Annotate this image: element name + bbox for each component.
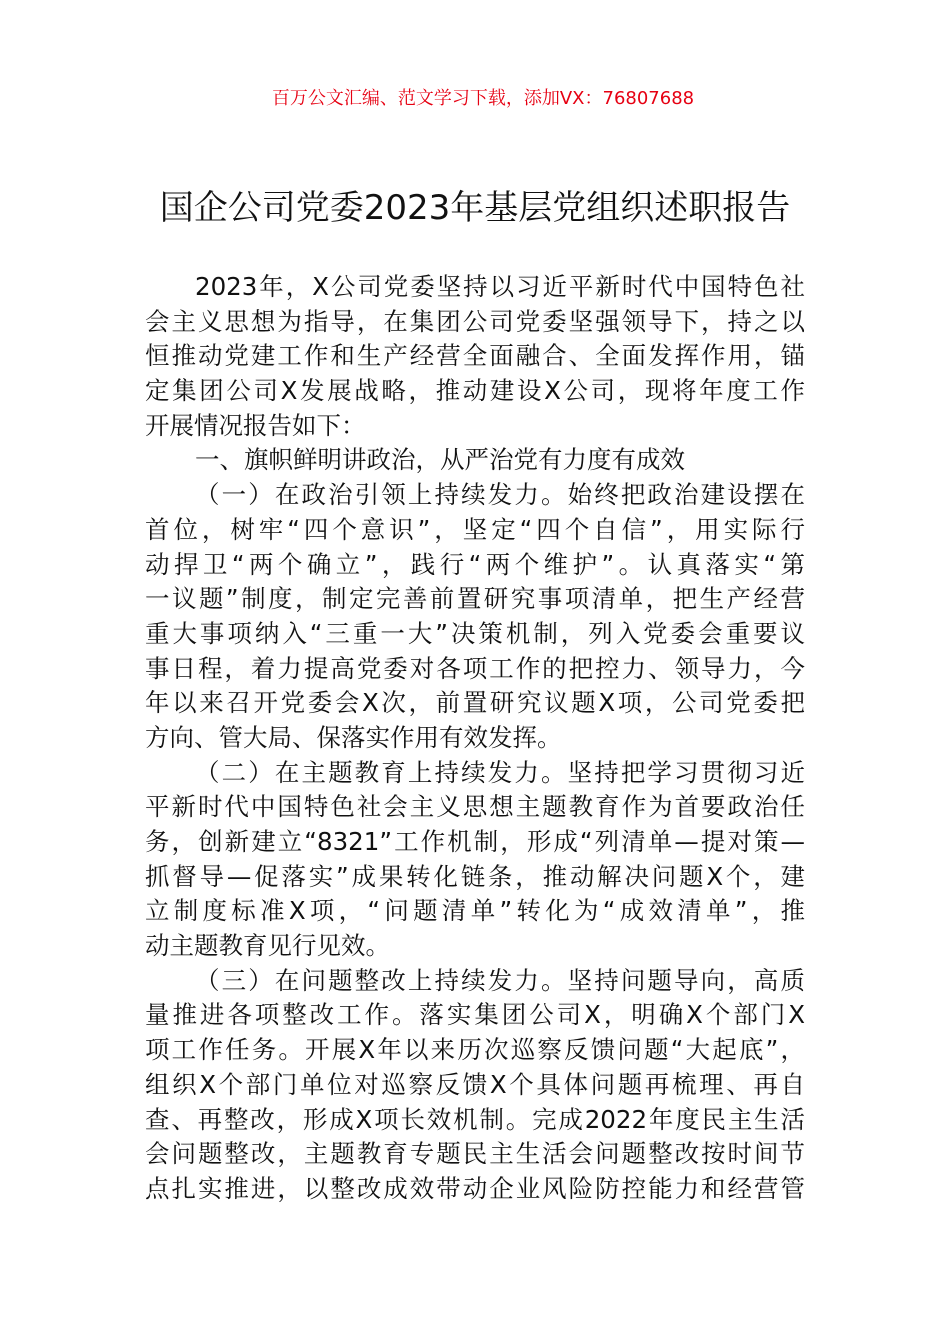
text-line: 立制度标准X项，“问题清单”转化为“成效清单”，推	[145, 896, 805, 926]
text-line: 重大事项纳入“三重一大”决策机制，列入党委会重要议	[145, 618, 805, 648]
text-line: 动主题教育见行见效。	[145, 931, 390, 961]
section-heading	[145, 443, 805, 478]
text-line: 年以来召开党委会X次，前置研究议题X项，公司党委把	[145, 688, 805, 718]
text-line: 2023年，X公司党委坚持以习近平新时代中国特色社	[195, 272, 805, 301]
paragraph	[145, 270, 805, 443]
text-line: 首位，树牢“四个意识”，坚定“四个自信”，用实际行	[145, 514, 805, 544]
text-line: （三）在问题整改上持续发力。坚持问题导向，高质	[195, 965, 805, 995]
text-line: 组织X个部门单位对巡察反馈X个具体问题再梳理、再自	[145, 1069, 805, 1099]
paragraph	[145, 756, 805, 964]
text-line: 项工作任务。开展X年以来历次巡察反馈问题“大起底”，	[145, 1035, 805, 1065]
watermark-header: 百万公文汇编、范文学习下载，添加VX：76807688	[271, 88, 695, 109]
text-line: 查、再整改，形成X项长效机制。完成2022年度民主生活	[145, 1104, 805, 1134]
text-line: 点扎实推进，以整改成效带动企业风险防控能力和经营管	[145, 1173, 805, 1203]
text-line: 恒推动党建工作和生产经营全面融合、全面发挥作用，锚	[145, 341, 805, 371]
text-line: 会主义思想为指导，在集团公司党委坚强领导下，持之以	[145, 306, 805, 336]
text-line: 一、旗帜鲜明讲政治，从严治党有力度有成效	[195, 445, 685, 475]
text-line: 量推进各项整改工作。落实集团公司X，明确X个部门X	[145, 1000, 805, 1030]
text-line: 方向、管大局、保落实作用有效发挥。	[145, 722, 562, 752]
document-title: 国企公司党委2023年基层党组织述职报告	[159, 188, 791, 228]
text-line: （一）在政治引领上持续发力。始终把政治建设摆在	[195, 480, 805, 510]
text-line: 务，创新建立“8321”工作机制，形成“列清单—提对策—	[145, 827, 805, 856]
paragraph	[145, 478, 805, 756]
text-line: 一议题”制度，制定完善前置研究事项清单，把生产经营	[145, 584, 805, 614]
text-line: 会问题整改，主题教育专题民主生活会问题整改按时间节	[145, 1139, 805, 1169]
text-line: 定集团公司X发展战略，推动建设X公司，现将年度工作	[145, 376, 805, 406]
paragraph	[145, 964, 805, 1207]
text-line: 事日程，着力提高党委对各项工作的把控力、领导力，今	[145, 653, 805, 683]
text-line: 平新时代中国特色社会主义思想主题教育作为首要政治任	[145, 792, 805, 822]
text-line: 动捍卫“两个确立”，践行“两个维护”。认真落实“第	[145, 549, 805, 579]
document-body	[145, 270, 805, 1207]
text-line: 开展情况报告如下：	[145, 410, 366, 440]
text-line: 抓督导—促落实”成果转化链条，推动解决问题X个，建	[145, 861, 805, 891]
text-line: （二）在主题教育上持续发力。坚持把学习贯彻习近	[195, 757, 805, 787]
